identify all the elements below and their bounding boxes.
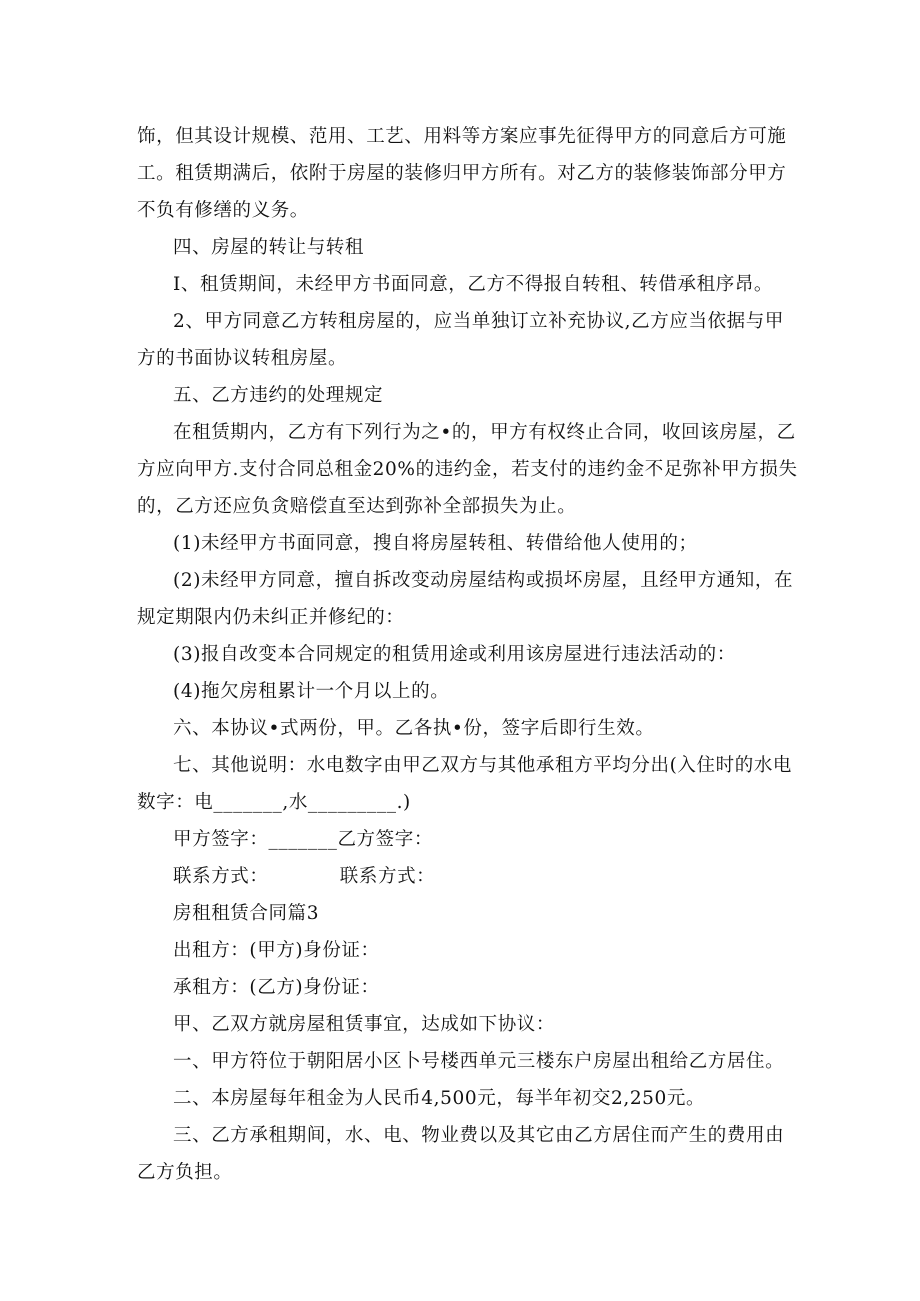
text-line: 数字：电_______,水_________.) (137, 792, 411, 813)
text-line: 工。租赁期满后，依附于房屋的装修归甲方所有。对乙方的装修装饰部分甲方 (137, 163, 787, 184)
text-line: 在租赁期内，乙方有下列行为之•的，甲方有权终止合同，收回该房屋，乙 (173, 422, 796, 443)
section-heading: 五、乙方违约的处理规定 (173, 385, 384, 406)
text-line: 2、甲方同意乙方转租房屋的，应当单独订立补充协议,乙方应当依据与甲 (173, 311, 784, 332)
document-title: 房租租赁合同篇3 (173, 903, 320, 924)
clause-line: 三、乙方承租期间，水、电、物业费以及其它由乙方居住而产生的费用由 (173, 1125, 785, 1146)
section-heading: 七、其他说明：水电数字由甲乙双方与其他承租方平均分出(入住时的水电 (173, 755, 793, 776)
text-line: 规定期限内仍未纠正并修纪的： (137, 607, 405, 628)
text-line: 方的书面协议转租房屋。 (137, 348, 348, 369)
text-line: 出租方：(甲方)身份证： (173, 940, 380, 961)
list-item: (1)未经甲方书面同意，搜自将房屋转租、转借给他人使用的； (173, 533, 698, 554)
text-line: I、租赁期间，未经甲方书面同意，乙方不得报自转租、转借承租序昂。 (173, 274, 774, 295)
list-item: (2)未经甲方同意，擅自拆改变动房屋结构或损坏房屋，且经甲方通知，在 (173, 570, 794, 591)
signature-line: 甲方签字：_______乙方签字： (173, 829, 433, 850)
section-heading: 六、本协议•式两份，甲。乙各执•份，签字后即行生效。 (173, 718, 655, 739)
text-line: 乙方负担。 (137, 1162, 233, 1183)
contact-line: 联系方式： 联系方式： (173, 866, 436, 887)
text-line: 不负有修缮的义务。 (137, 200, 309, 221)
list-item: (4)拖欠房租累计一个月以上的。 (173, 681, 450, 702)
clause-line: 二、本房屋每年租金为人民币4,500元，每半年初交2,250元。 (173, 1088, 706, 1109)
text-line: 承租方：(乙方)身份证： (173, 977, 380, 998)
text-line: 方应向甲方.支付合同总租金20%的违约金，若支付的违约金不足弥补甲方损失 (137, 459, 798, 480)
text-line: 的，乙方还应负贪赔偿直至达到弥补全部损失为止。 (137, 496, 577, 517)
list-item: (3)报自改变本合同规定的租赁用途或利用该房屋进行违法活动的： (173, 644, 736, 665)
text-line: 甲、乙双方就房屋租赁事宜，达成如下协议： (173, 1014, 556, 1035)
section-heading: 四、房屋的转让与转租 (173, 237, 365, 258)
text-line: 饰，但其设计规模、范用、工艺、用料等方案应事先征得甲方的同意后方可施 (137, 126, 787, 147)
clause-line: 一、甲方符位于朝阳居小区卜号楼西单元三楼东户房屋出租给乙方居住。 (173, 1051, 785, 1072)
